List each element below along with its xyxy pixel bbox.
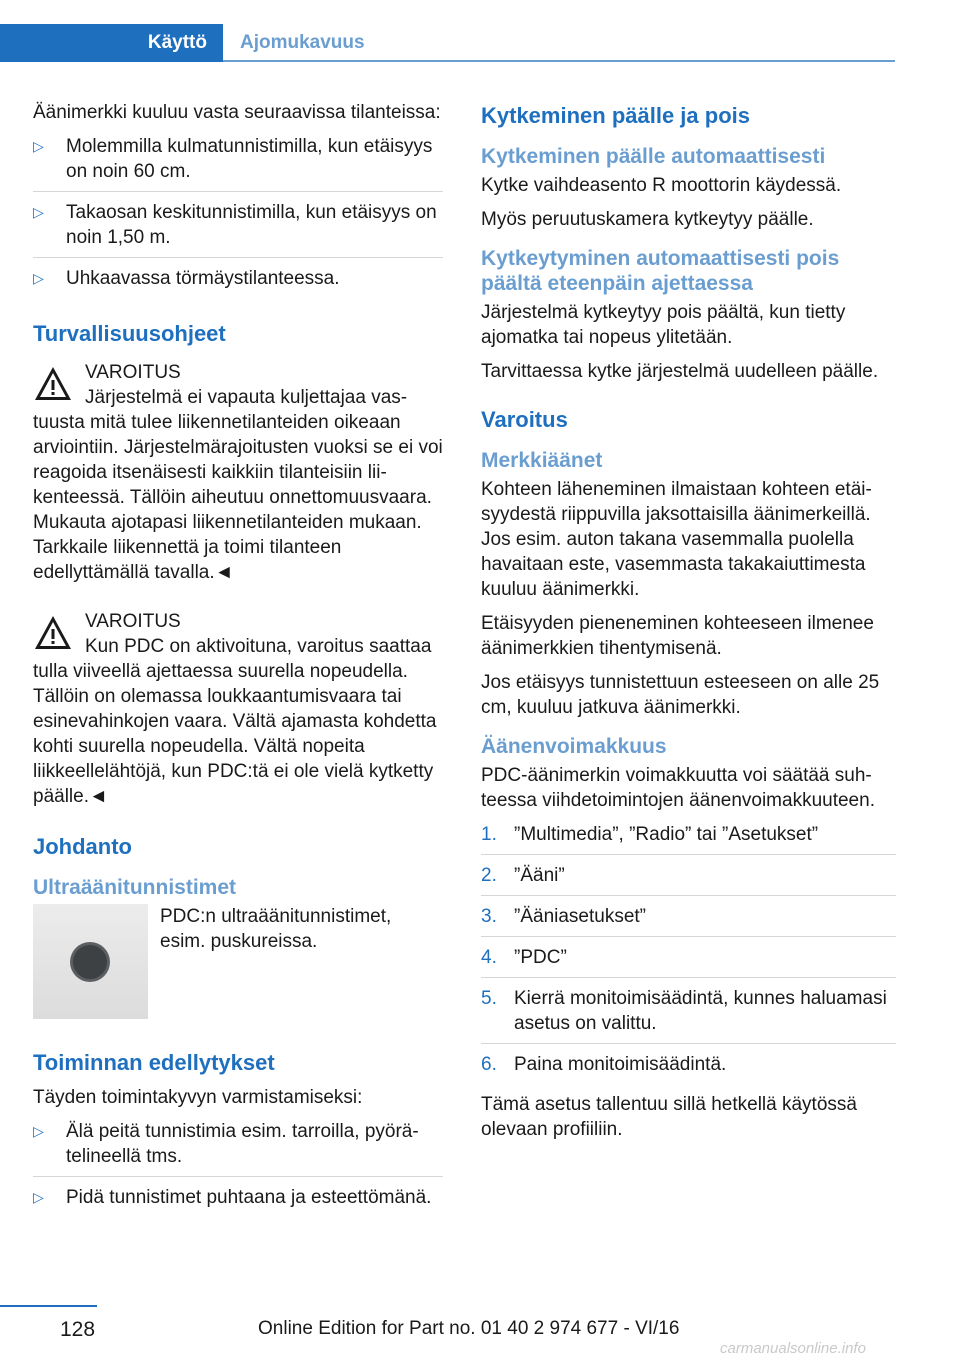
requirements-paragraph: Täyden toimintakyvyn varmistamiseksi: [33, 1087, 363, 1108]
paragraph: Kytke vaihdeasento R moottorin käydessä. [481, 175, 842, 196]
heading-safety: Turvallisuusohjeet [33, 321, 226, 346]
edition-text: Online Edition for Part no. 01 40 2 974 677 - VI/16 [258, 1318, 680, 1339]
heading-volume: Äänenvoimakkuus [481, 735, 667, 758]
paragraph: Tarvittaessa kytke järjestelmä uudelleen päälle. [481, 361, 879, 382]
step-number: 6. [481, 1054, 497, 1075]
heading-requirements: Toiminnan edellytykset [33, 1050, 275, 1075]
heading-sensors: Ultraäänitunnistimet [33, 876, 237, 899]
requirements-list [33, 1119, 443, 1217]
warning-block [33, 360, 443, 585]
step-number: 2. [481, 865, 497, 886]
intro-paragraph: Äänimerkki kuuluu vasta seuraavissa tilanteissa: [33, 102, 441, 123]
tab-kaytto[interactable]: Käyttö [0, 24, 223, 62]
page-header [0, 24, 895, 62]
heading-auto-off: Kytkeytyminen automaattisesti pois päältä eteenpäin ajettaessa [481, 247, 840, 295]
triangle-bullet-icon: ▷ [33, 1189, 44, 1205]
warning-triangle-icon [33, 364, 73, 404]
list-item: ▷ Pidä tunnistimet puhtaana ja esteettömänä. [33, 1187, 432, 1208]
heading-introduction: Johdanto [33, 834, 132, 859]
steps-list [481, 822, 896, 1084]
heading-signals: Merkkiäänet [481, 449, 603, 472]
left-column [33, 100, 443, 1225]
triangle-bullet-icon: ▷ [33, 1123, 44, 1139]
list-item: ▷ Takaosan keskitunnistimilla, kun etäisyys on noin 1,50 m. [33, 200, 443, 258]
list-item: 6. Paina monitoimisäädintä. [481, 1054, 727, 1075]
list-item: 3. ”Ääniasetukset” [481, 904, 896, 937]
warning-title: VAROITUS [85, 611, 181, 632]
sensor-image [33, 904, 148, 1019]
ultrasonic-sensor-icon [33, 904, 148, 1019]
warning-text: Kun PDC on aktivoituna, varoitus saattaa tulla viiveellä ajettaessa suurella nopeudella. Tällöin on olemassa loukkaantumisvaara tai esinevahinkojen vaara. Vältä ajamasta kohdetta kohti suurella nopeudella. Vältä nopeita liikkeellelähtöjä, kun PDC:tä ei ole vielä kytketty päälle.◄ [33, 636, 437, 807]
step-number: 5. [481, 988, 497, 1009]
step-number: 3. [481, 906, 497, 927]
heading-auto-on: Kytkeminen päälle automaattisesti [481, 145, 826, 168]
list-item: ▷ Uhkaavassa törmäystilanteessa. [33, 268, 340, 289]
step-number: 1. [481, 824, 497, 845]
paragraph: PDC-äänimerkin voimakkuutta voi säätää suhteessa viihdetoimintojen äänenvoimakkuuteen. [481, 765, 875, 811]
paragraph: Myös peruutuskamera kytkeytyy päälle. [481, 209, 814, 230]
list-item: 5. Kierrä monitoimisäädintä, kunnes haluamasi asetus on valittu. [481, 986, 896, 1044]
list-item: ▷ Älä peitä tunnistimia esim. tarroilla, pyörätelineellä tms. [33, 1119, 443, 1177]
warning-title: VAROITUS [85, 362, 181, 383]
heading-warning: Varoitus [481, 407, 568, 432]
warning-text: Järjestelmä ei vapauta kuljettajaa vastuusta mitä tulee liikennetilanteiden oikeaan arviointiin. Järjestelmärajoitusten vuoksi se ei voi reagoida itsenäisesti kaikkiin tilanteisiin liikenteessä. Tällöin aiheutuu onnettomuusvaara. Mukauta ajotapasi liikennetilanteiden mukaan. Tarkkaile liikennettä ja toimi tilanteen edellyttämällä tavalla.◄ [33, 387, 443, 583]
tab-ajomukavuus[interactable]: Ajomukavuus [240, 32, 365, 53]
paragraph: Jos etäisyys tunnistettuun esteeseen on alle 25 cm, kuuluu jatkuva äänimerkki. [481, 672, 880, 718]
paragraph: Järjestelmä kytkeytyy pois päältä, kun tietty ajomatka tai nopeus ylitetään. [481, 302, 846, 348]
right-column [481, 100, 896, 1151]
sensor-figure [33, 904, 443, 1019]
triangle-bullet-icon: ▷ [33, 270, 44, 286]
list-item: ▷ Molemmilla kulmatunnistimilla, kun etäisyys on noin 60 cm. [33, 134, 443, 192]
warning-block [33, 609, 443, 809]
page-number: 128 [60, 1318, 96, 1341]
step-number: 4. [481, 947, 497, 968]
intro-list [33, 134, 443, 298]
paragraph: Kohteen läheneminen ilmaistaan kohteen etäisyydestä riippuvilla jaksottaisilla äänimerkeillä. Jos esim. auton takana vasemmalla puolella havaitaan este, vasemmasta takakaiuttimesta kuuluu äänimerkki. [481, 479, 872, 600]
triangle-bullet-icon: ▷ [33, 204, 44, 220]
list-item: 4. ”PDC” [481, 945, 896, 978]
heading-on-off: Kytkeminen päälle ja pois [481, 103, 750, 128]
list-item: 2. ”Ääni” [481, 863, 896, 896]
triangle-bullet-icon: ▷ [33, 138, 44, 154]
watermark: carmanualsonline.info [720, 1340, 866, 1357]
paragraph: Etäisyyden pieneneminen kohteeseen ilmenee äänimerkkien tihentymisenä. [481, 613, 874, 659]
warning-triangle-icon [33, 613, 73, 653]
footer-divider [0, 1305, 97, 1307]
paragraph: Tämä asetus tallentuu sillä hetkellä käytössä olevaan profiiliin. [481, 1094, 857, 1140]
list-item: 1. ”Multimedia”, ”Radio” tai ”Asetukset” [481, 822, 896, 855]
header-divider [223, 60, 895, 62]
sensor-caption: PDC:n ultraäänitunnistimet, esim. puskureissa. [160, 906, 392, 952]
